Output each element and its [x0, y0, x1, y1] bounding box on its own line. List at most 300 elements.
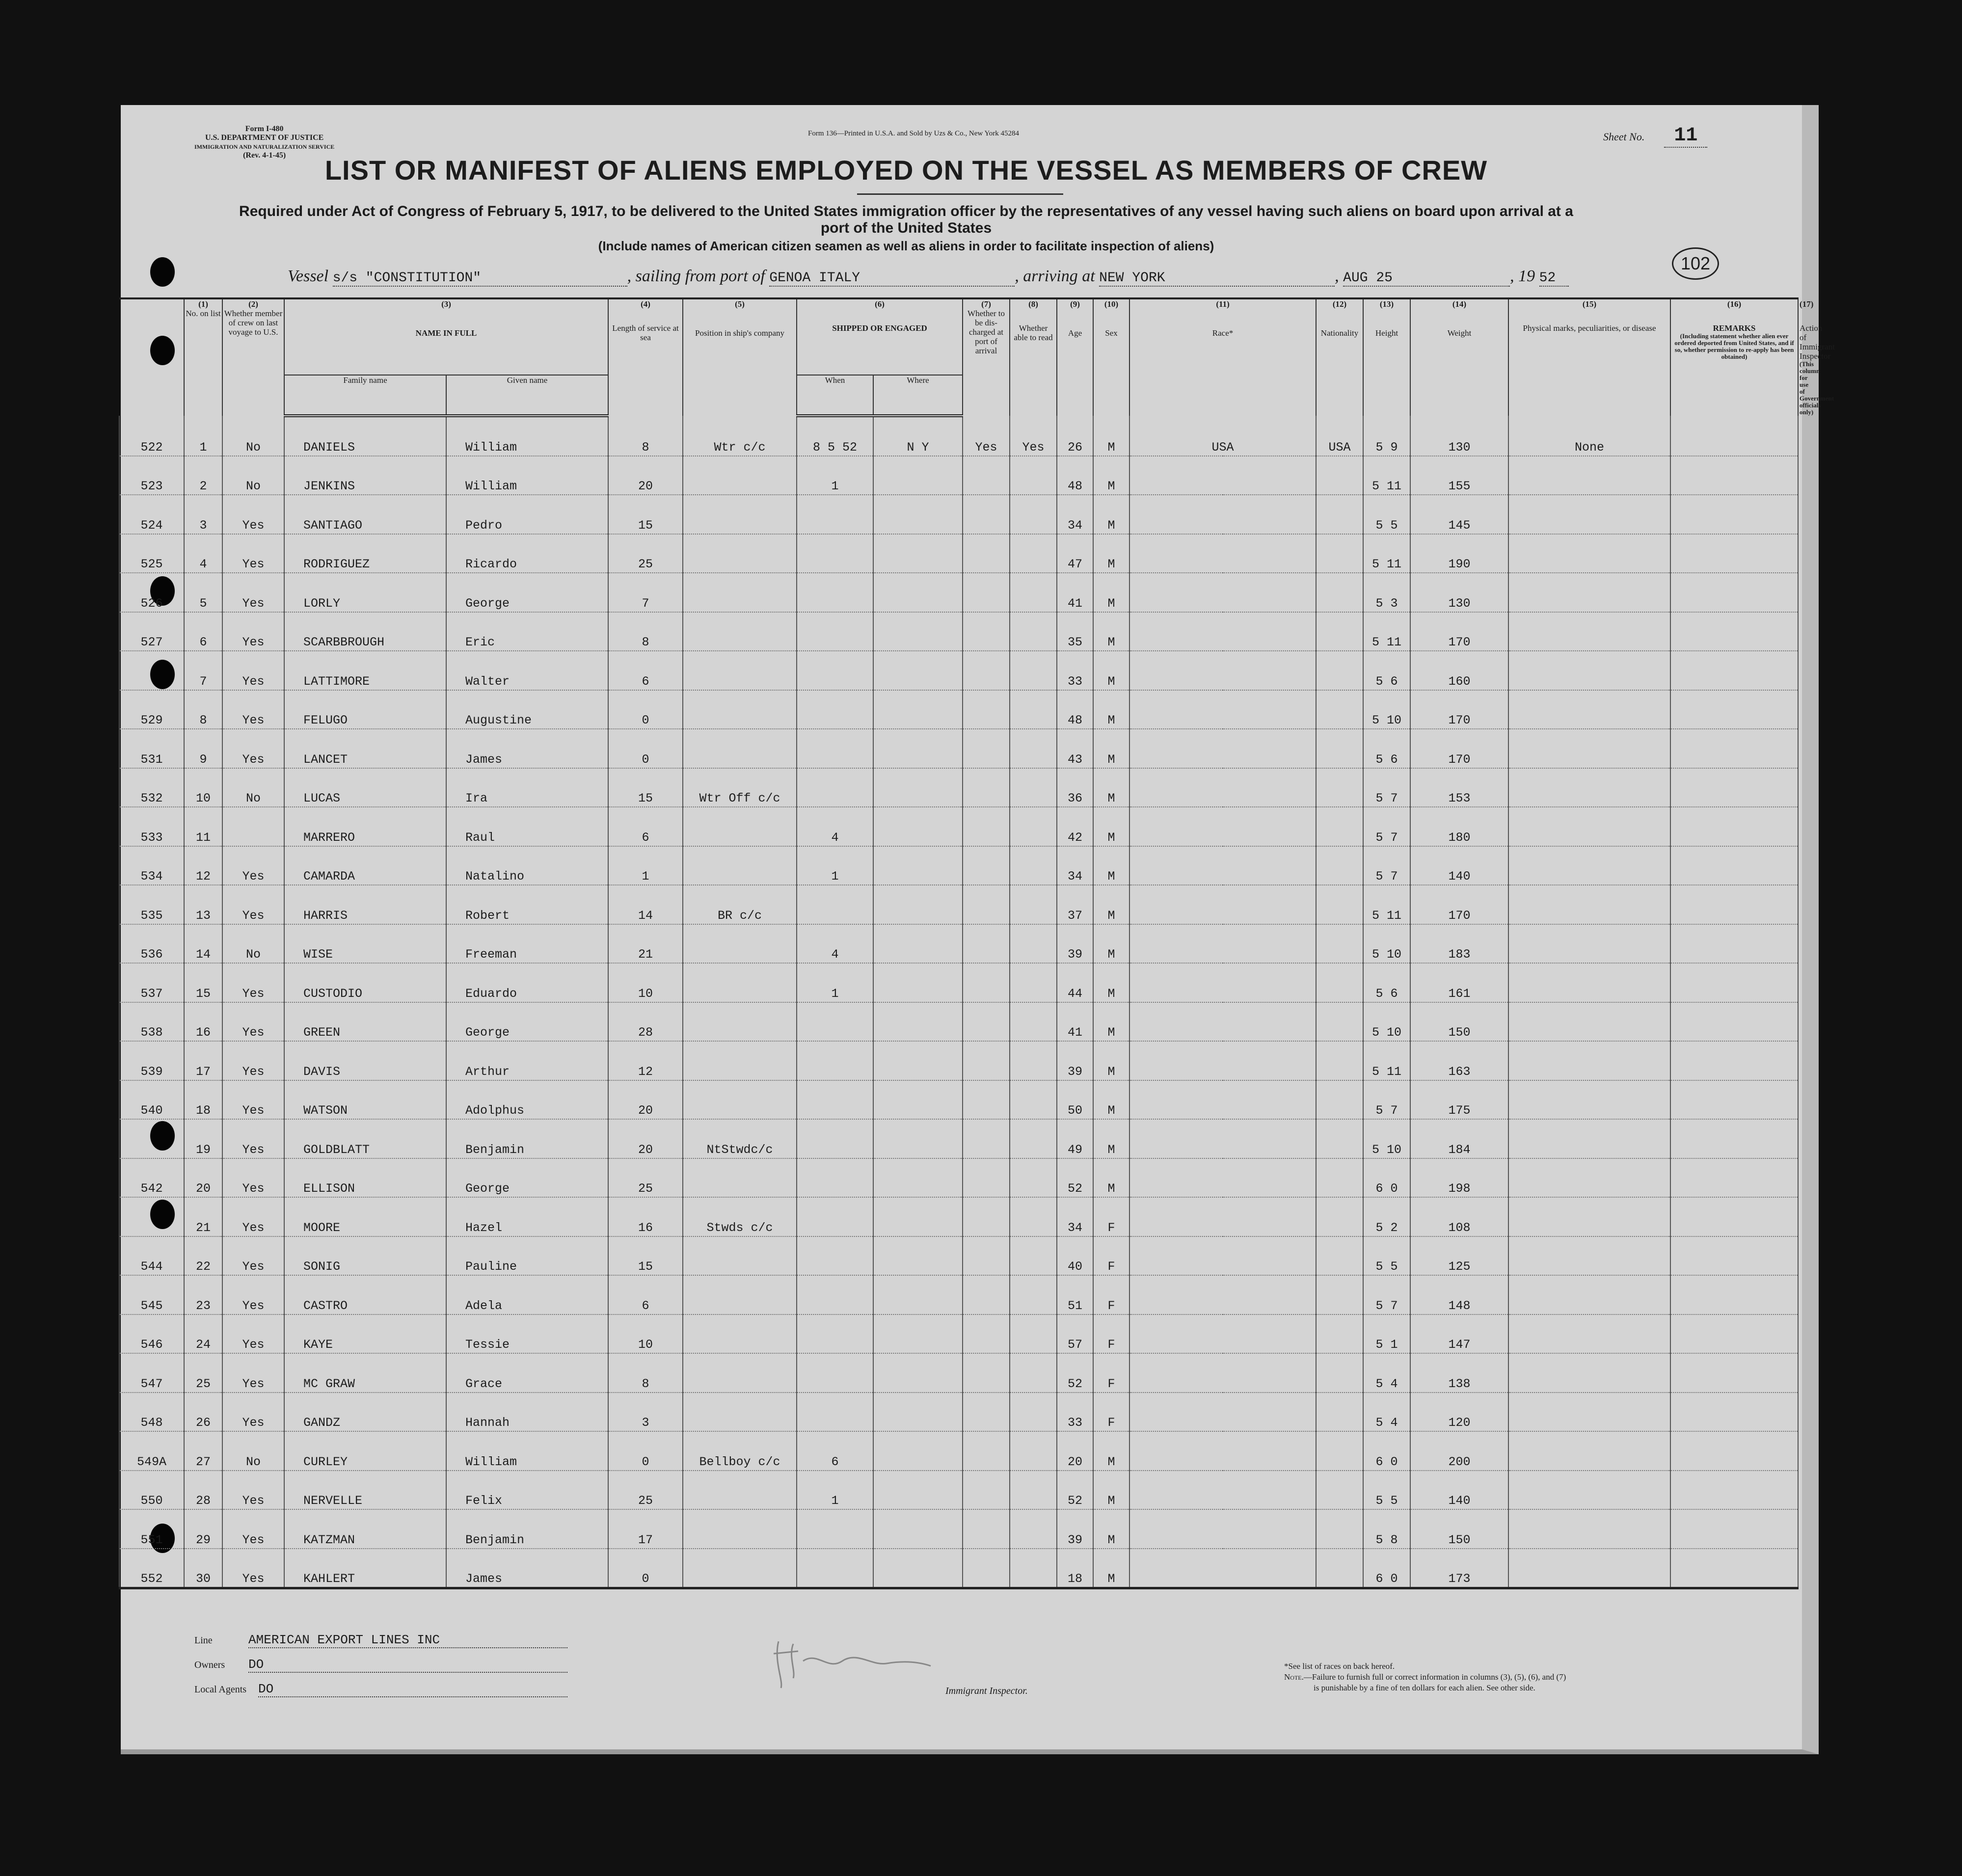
- family-name-cell: NERVELLE: [284, 1471, 446, 1510]
- vessel-label: Vessel: [288, 267, 329, 285]
- able-to-read-cell: [1010, 612, 1057, 651]
- position-cell: [683, 1002, 797, 1042]
- weight-cell: 161: [1410, 963, 1508, 1002]
- shipped-when-cell: 8 5 52: [797, 416, 873, 456]
- race-cell: [1129, 1275, 1316, 1314]
- shipped-where-cell: [873, 807, 963, 846]
- age-cell: 49: [1057, 1119, 1093, 1158]
- shipped-where-cell: [873, 534, 963, 573]
- shipped-when-cell: [797, 1509, 873, 1549]
- last-voyage-cell: Yes: [222, 573, 284, 612]
- weight-cell: 140: [1410, 1471, 1508, 1510]
- shipped-when-cell: [797, 729, 873, 768]
- nationality-cell: [1316, 924, 1363, 964]
- race-cell: [1129, 807, 1316, 846]
- age-cell: 52: [1057, 1158, 1093, 1198]
- ref-number-cell: 536: [119, 924, 184, 964]
- note-text: —Failure to furnish full or correct information in columns (3), (5), (6), and (7): [1303, 1672, 1566, 1682]
- agents-value: DO: [258, 1682, 567, 1697]
- sex-cell: F: [1093, 1236, 1129, 1276]
- shipped-where-cell: [873, 612, 963, 651]
- list-number-cell: 6: [184, 612, 222, 651]
- length-of-service-cell: 1: [608, 846, 683, 885]
- shipped-when-cell: 4: [797, 924, 873, 964]
- sex-cell: M: [1093, 768, 1129, 807]
- discharged-cell: [963, 1431, 1010, 1471]
- length-of-service-cell: 6: [608, 807, 683, 846]
- races-note: *See list of races on back hereof.: [1284, 1662, 1395, 1671]
- height-cell: 5 7: [1363, 1275, 1410, 1314]
- col-10-header: [1093, 298, 1129, 416]
- race-cell: [1129, 1431, 1316, 1471]
- given-name-cell: James: [446, 1549, 608, 1588]
- table-row: [119, 1549, 1798, 1588]
- list-number-cell: 22: [184, 1236, 222, 1276]
- race-cell: [1129, 1080, 1316, 1120]
- shipped-where-cell: [873, 963, 963, 1002]
- height-cell: 5 10: [1363, 1002, 1410, 1042]
- table-row: [119, 1236, 1798, 1276]
- ref-column-header: [119, 298, 184, 416]
- shipped-where-cell: N Y: [873, 416, 963, 456]
- inspector-label: Immigrant Inspector.: [945, 1686, 1028, 1696]
- list-number-cell: 3: [184, 495, 222, 534]
- weight-cell: 138: [1410, 1353, 1508, 1393]
- list-number-cell: 15: [184, 963, 222, 1002]
- able-to-read-cell: [1010, 1119, 1057, 1158]
- age-cell: 34: [1057, 846, 1093, 885]
- given-name-cell: George: [446, 573, 608, 612]
- discharged-cell: [963, 768, 1010, 807]
- nationality-cell: [1316, 1236, 1363, 1276]
- discharged-cell: [963, 690, 1010, 729]
- col-16-header: [1670, 298, 1798, 416]
- height-cell: 5 10: [1363, 1119, 1410, 1158]
- given-name-cell: Walter: [446, 651, 608, 690]
- height-cell: 5 7: [1363, 846, 1410, 885]
- revision: (Rev. 4-1-45): [243, 151, 286, 160]
- last-voyage-cell: Yes: [222, 1080, 284, 1120]
- sex-cell: M: [1093, 729, 1129, 768]
- able-to-read-cell: [1010, 963, 1057, 1002]
- ref-number-cell: 529: [119, 690, 184, 729]
- sex-cell: F: [1093, 1353, 1129, 1393]
- age-cell: 18: [1057, 1549, 1093, 1588]
- last-voyage-cell: No: [222, 416, 284, 456]
- able-to-read-cell: [1010, 1236, 1057, 1276]
- shipped-where-cell: [873, 1197, 963, 1236]
- footer-line: [194, 1633, 567, 1648]
- nationality-cell: [1316, 1509, 1363, 1549]
- length-of-service-cell: 20: [608, 1080, 683, 1120]
- last-voyage-cell: Yes: [222, 963, 284, 1002]
- sex-cell: M: [1093, 1471, 1129, 1510]
- shipped-when-cell: [797, 768, 873, 807]
- weight-cell: 125: [1410, 1236, 1508, 1276]
- race-cell: [1129, 534, 1316, 573]
- table-row: [119, 651, 1798, 690]
- last-voyage-cell: Yes: [222, 1393, 284, 1432]
- family-name-cell: SANTIAGO: [284, 495, 446, 534]
- col-16-number: (16): [1727, 299, 1742, 309]
- col-7-number: (7): [981, 299, 991, 309]
- shipped-where-cell: [873, 1158, 963, 1198]
- height-cell: 6 0: [1363, 1431, 1410, 1471]
- remarks-cell: [1670, 1275, 1798, 1314]
- footer-agents: [194, 1682, 567, 1697]
- vessel-name: s/s "CONSTITUTION": [333, 270, 627, 287]
- shipped-where-cell: [873, 1314, 963, 1354]
- physical-marks-cell: [1508, 1471, 1670, 1510]
- col-3-header: [284, 298, 608, 375]
- note-text-2: is punishable by a fine of ten dollars for each alien. See other side.: [1314, 1683, 1535, 1692]
- length-of-service-cell: 3: [608, 1393, 683, 1432]
- printer-note: Form 136—Printed in U.S.A. and Sold by Uzs & Co., New York 45284: [808, 130, 1020, 137]
- race-cell: [1129, 1314, 1316, 1354]
- year-prefix: 19: [1518, 267, 1535, 285]
- position-cell: [683, 1549, 797, 1588]
- sex-cell: F: [1093, 1197, 1129, 1236]
- table-row: [119, 807, 1798, 846]
- remarks-cell: [1670, 1549, 1798, 1588]
- race-cell: [1129, 963, 1316, 1002]
- physical-marks-cell: [1508, 1158, 1670, 1198]
- given-name-cell: Ricardo: [446, 534, 608, 573]
- family-name-cell: LORLY: [284, 573, 446, 612]
- length-of-service-cell: 0: [608, 1431, 683, 1471]
- age-cell: 57: [1057, 1314, 1093, 1354]
- family-name-cell: KAYE: [284, 1314, 446, 1354]
- sex-cell: F: [1093, 1314, 1129, 1354]
- list-number-cell: 30: [184, 1549, 222, 1588]
- remarks-cell: [1670, 612, 1798, 651]
- able-to-read-cell: [1010, 1197, 1057, 1236]
- sex-cell: M: [1093, 456, 1129, 495]
- shipped-when-cell: [797, 534, 873, 573]
- physical-marks-cell: [1508, 1275, 1670, 1314]
- col-5-header: [683, 298, 797, 416]
- last-voyage-cell: Yes: [222, 690, 284, 729]
- shipped-where-cell: [873, 1431, 963, 1471]
- col-10-label: Sex: [1105, 328, 1118, 338]
- age-cell: 52: [1057, 1471, 1093, 1510]
- able-to-read-cell: [1010, 846, 1057, 885]
- last-voyage-cell: No: [222, 924, 284, 964]
- position-cell: [683, 846, 797, 885]
- race-cell: [1129, 1197, 1316, 1236]
- last-voyage-cell: No: [222, 456, 284, 495]
- age-cell: 39: [1057, 924, 1093, 964]
- remarks-cell: [1670, 1314, 1798, 1354]
- table-row: [119, 963, 1798, 1002]
- height-cell: 5 3: [1363, 573, 1410, 612]
- physical-marks-cell: [1508, 1197, 1670, 1236]
- discharged-cell: [963, 1393, 1010, 1432]
- subtitle-line-3: (Include names of American citizen seamen as well as aliens in order to facilitate inspection of aliens): [598, 239, 1214, 253]
- shipped-when-cell: [797, 1549, 873, 1588]
- last-voyage-cell: Yes: [222, 1314, 284, 1354]
- length-of-service-cell: 25: [608, 1158, 683, 1198]
- table-row: [119, 1275, 1798, 1314]
- race-cell: [1129, 768, 1316, 807]
- list-number-cell: 27: [184, 1431, 222, 1471]
- height-cell: 5 1: [1363, 1314, 1410, 1354]
- remarks-cell: [1670, 1393, 1798, 1432]
- last-voyage-cell: Yes: [222, 1509, 284, 1549]
- height-cell: 5 5: [1363, 495, 1410, 534]
- remarks-cell: [1670, 846, 1798, 885]
- shipped-when-cell: [797, 690, 873, 729]
- given-name-cell: Adela: [446, 1275, 608, 1314]
- discharged-cell: [963, 612, 1010, 651]
- position-cell: Bellboy c/c: [683, 1431, 797, 1471]
- race-cell: [1129, 1236, 1316, 1276]
- shipped-where-cell: [873, 768, 963, 807]
- able-to-read-cell: [1010, 573, 1057, 612]
- position-cell: [683, 573, 797, 612]
- length-of-service-cell: 28: [608, 1002, 683, 1042]
- family-name-cell: WISE: [284, 924, 446, 964]
- remarks-cell: [1670, 456, 1798, 495]
- family-name-cell: LATTIMORE: [284, 651, 446, 690]
- family-name-cell: JENKINS: [284, 456, 446, 495]
- ref-number-cell: 550: [119, 1471, 184, 1510]
- list-number-cell: 11: [184, 807, 222, 846]
- nationality-cell: [1316, 573, 1363, 612]
- punch-hole: [150, 257, 175, 287]
- sex-cell: M: [1093, 416, 1129, 456]
- ref-number-cell: 551: [119, 1509, 184, 1549]
- nationality-cell: [1316, 1549, 1363, 1588]
- nationality-cell: [1316, 1119, 1363, 1158]
- list-number-cell: 2: [184, 456, 222, 495]
- length-of-service-cell: 8: [608, 612, 683, 651]
- ref-number-cell: 542: [119, 1158, 184, 1198]
- last-voyage-cell: [222, 807, 284, 846]
- position-cell: [683, 807, 797, 846]
- able-to-read-cell: [1010, 768, 1057, 807]
- nationality-cell: [1316, 1275, 1363, 1314]
- shipped-where-cell: [873, 1119, 963, 1158]
- position-cell: [683, 456, 797, 495]
- race-cell: [1129, 612, 1316, 651]
- race-cell: [1129, 1002, 1316, 1042]
- form-number: Form I-480: [245, 125, 284, 133]
- remarks-cell: [1670, 729, 1798, 768]
- physical-marks-cell: [1508, 1041, 1670, 1080]
- weight-cell: 150: [1410, 1509, 1508, 1549]
- inspector-signature: [759, 1632, 936, 1690]
- nationality-cell: [1316, 729, 1363, 768]
- col-9-number: (9): [1070, 299, 1080, 309]
- sex-cell: M: [1093, 651, 1129, 690]
- family-name-cell: ELLISON: [284, 1158, 446, 1198]
- sex-cell: F: [1093, 1275, 1129, 1314]
- given-name-cell: George: [446, 1158, 608, 1198]
- given-name-cell: Pedro: [446, 495, 608, 534]
- shipped-when-cell: [797, 573, 873, 612]
- remarks-cell: [1670, 573, 1798, 612]
- last-voyage-cell: Yes: [222, 534, 284, 573]
- family-name-cell: DANIELS: [284, 416, 446, 456]
- age-cell: 36: [1057, 768, 1093, 807]
- weight-cell: 160: [1410, 651, 1508, 690]
- shipped-where-cell: [873, 846, 963, 885]
- given-name-cell: Hazel: [446, 1197, 608, 1236]
- col-3-label: NAME IN FULL: [415, 328, 477, 338]
- last-voyage-cell: Yes: [222, 1197, 284, 1236]
- height-cell: 5 7: [1363, 807, 1410, 846]
- shipped-when-cell: [797, 1353, 873, 1393]
- ref-number-cell: 545: [119, 1275, 184, 1314]
- family-name-cell: KAHLERT: [284, 1549, 446, 1588]
- age-cell: 42: [1057, 807, 1093, 846]
- able-to-read-cell: [1010, 807, 1057, 846]
- ref-number-cell: 522: [119, 416, 184, 456]
- family-name-cell: CUSTODIO: [284, 963, 446, 1002]
- sex-cell: M: [1093, 1002, 1129, 1042]
- able-to-read-cell: [1010, 495, 1057, 534]
- year-suffix: 52: [1539, 270, 1569, 287]
- physical-marks-cell: [1508, 1314, 1670, 1354]
- sex-cell: M: [1093, 690, 1129, 729]
- given-name-cell: Eric: [446, 612, 608, 651]
- col-2-number: (2): [248, 299, 258, 309]
- list-number-cell: 7: [184, 651, 222, 690]
- table-row: [119, 768, 1798, 807]
- given-name-cell: Natalino: [446, 846, 608, 885]
- col-6-number: (6): [875, 299, 885, 309]
- nationality-cell: [1316, 1431, 1363, 1471]
- given-name-cell: William: [446, 456, 608, 495]
- ref-number-cell: 544: [119, 1236, 184, 1276]
- shipped-when-cell: [797, 1158, 873, 1198]
- last-voyage-cell: Yes: [222, 1041, 284, 1080]
- ref-number-cell: 535: [119, 885, 184, 924]
- family-name-cell: GREEN: [284, 1002, 446, 1042]
- last-voyage-cell: Yes: [222, 1158, 284, 1198]
- age-cell: 51: [1057, 1275, 1093, 1314]
- able-to-read-cell: [1010, 690, 1057, 729]
- family-name-cell: CASTRO: [284, 1275, 446, 1314]
- line-value: AMERICAN EXPORT LINES INC: [248, 1633, 567, 1648]
- ref-number-cell: [119, 1197, 184, 1236]
- physical-marks-cell: [1508, 456, 1670, 495]
- ref-number-cell: 525: [119, 534, 184, 573]
- last-voyage-cell: Yes: [222, 1002, 284, 1042]
- ref-number-cell: 524: [119, 495, 184, 534]
- height-cell: 5 8: [1363, 1509, 1410, 1549]
- position-cell: [683, 1353, 797, 1393]
- ref-number-cell: 547: [119, 1353, 184, 1393]
- height-cell: 5 5: [1363, 1471, 1410, 1510]
- weight-cell: 140: [1410, 846, 1508, 885]
- length-of-service-cell: 6: [608, 651, 683, 690]
- sex-cell: M: [1093, 573, 1129, 612]
- length-of-service-cell: 8: [608, 416, 683, 456]
- physical-marks-cell: [1508, 1236, 1670, 1276]
- height-cell: 5 11: [1363, 1041, 1410, 1080]
- age-cell: 37: [1057, 885, 1093, 924]
- physical-marks-cell: None: [1508, 416, 1670, 456]
- given-name-cell: Pauline: [446, 1236, 608, 1276]
- shipped-where-cell: [873, 1275, 963, 1314]
- last-voyage-cell: Yes: [222, 1275, 284, 1314]
- col-13-label: Height: [1375, 328, 1398, 338]
- physical-marks-cell: [1508, 1002, 1670, 1042]
- nationality-cell: [1316, 768, 1363, 807]
- discharged-cell: [963, 1119, 1010, 1158]
- ref-number-cell: 540: [119, 1080, 184, 1120]
- given-name-cell: Tessie: [446, 1314, 608, 1354]
- shipped-when-cell: 6: [797, 1431, 873, 1471]
- ref-number-cell: 537: [119, 963, 184, 1002]
- position-cell: [683, 963, 797, 1002]
- service: IMMIGRATION AND NATURALIZATION SERVICE: [194, 143, 335, 150]
- col-11-label: Race*: [1212, 328, 1234, 338]
- length-of-service-cell: 10: [608, 1314, 683, 1354]
- sex-cell: M: [1093, 612, 1129, 651]
- sex-cell: M: [1093, 963, 1129, 1002]
- position-cell: NtStwdc/c: [683, 1119, 797, 1158]
- remarks-cell: [1670, 534, 1798, 573]
- remarks-cell: [1670, 768, 1798, 807]
- sex-cell: F: [1093, 1393, 1129, 1432]
- table-row: [119, 1041, 1798, 1080]
- weight-cell: 175: [1410, 1080, 1508, 1120]
- height-cell: 5 7: [1363, 1080, 1410, 1120]
- age-cell: 50: [1057, 1080, 1093, 1120]
- last-voyage-cell: Yes: [222, 1119, 284, 1158]
- ref-number-cell: 534: [119, 846, 184, 885]
- weight-cell: 120: [1410, 1393, 1508, 1432]
- crew-rows: [119, 416, 1798, 1588]
- length-of-service-cell: 6: [608, 1275, 683, 1314]
- position-cell: Wtr c/c: [683, 416, 797, 456]
- given-name-cell: Hannah: [446, 1393, 608, 1432]
- family-name-cell: HARRIS: [284, 885, 446, 924]
- sheet-stamp: 102: [1672, 247, 1719, 280]
- physical-marks-cell: [1508, 1080, 1670, 1120]
- col-8-header: [1010, 298, 1057, 416]
- col-13-number: (13): [1379, 299, 1394, 309]
- shipped-where-cell: [873, 1080, 963, 1120]
- list-number-cell: 14: [184, 924, 222, 964]
- shipped-where-cell: [873, 1002, 963, 1042]
- sex-cell: M: [1093, 924, 1129, 964]
- height-cell: 5 11: [1363, 456, 1410, 495]
- footer-owners: [194, 1657, 567, 1673]
- family-name-cell: CAMARDA: [284, 846, 446, 885]
- remarks-cell: [1670, 963, 1798, 1002]
- ref-number-cell: 548: [119, 1393, 184, 1432]
- table-row: [119, 1471, 1798, 1510]
- able-to-read-cell: [1010, 1158, 1057, 1198]
- discharged-cell: [963, 846, 1010, 885]
- table-row: [119, 690, 1798, 729]
- remarks-cell: [1670, 924, 1798, 964]
- able-to-read-cell: [1010, 651, 1057, 690]
- given-name-cell: Grace: [446, 1353, 608, 1393]
- col-12-label: Nationality: [1320, 328, 1359, 338]
- col-1-label: No. on list: [186, 309, 221, 318]
- list-number-cell: 17: [184, 1041, 222, 1080]
- discharged-cell: [963, 1314, 1010, 1354]
- position-cell: Wtr Off c/c: [683, 768, 797, 807]
- col-7-label: Whether to be dis-charged at port of arrival: [968, 309, 1005, 355]
- shipped-when-cell: [797, 612, 873, 651]
- remarks-cell: [1670, 1119, 1798, 1158]
